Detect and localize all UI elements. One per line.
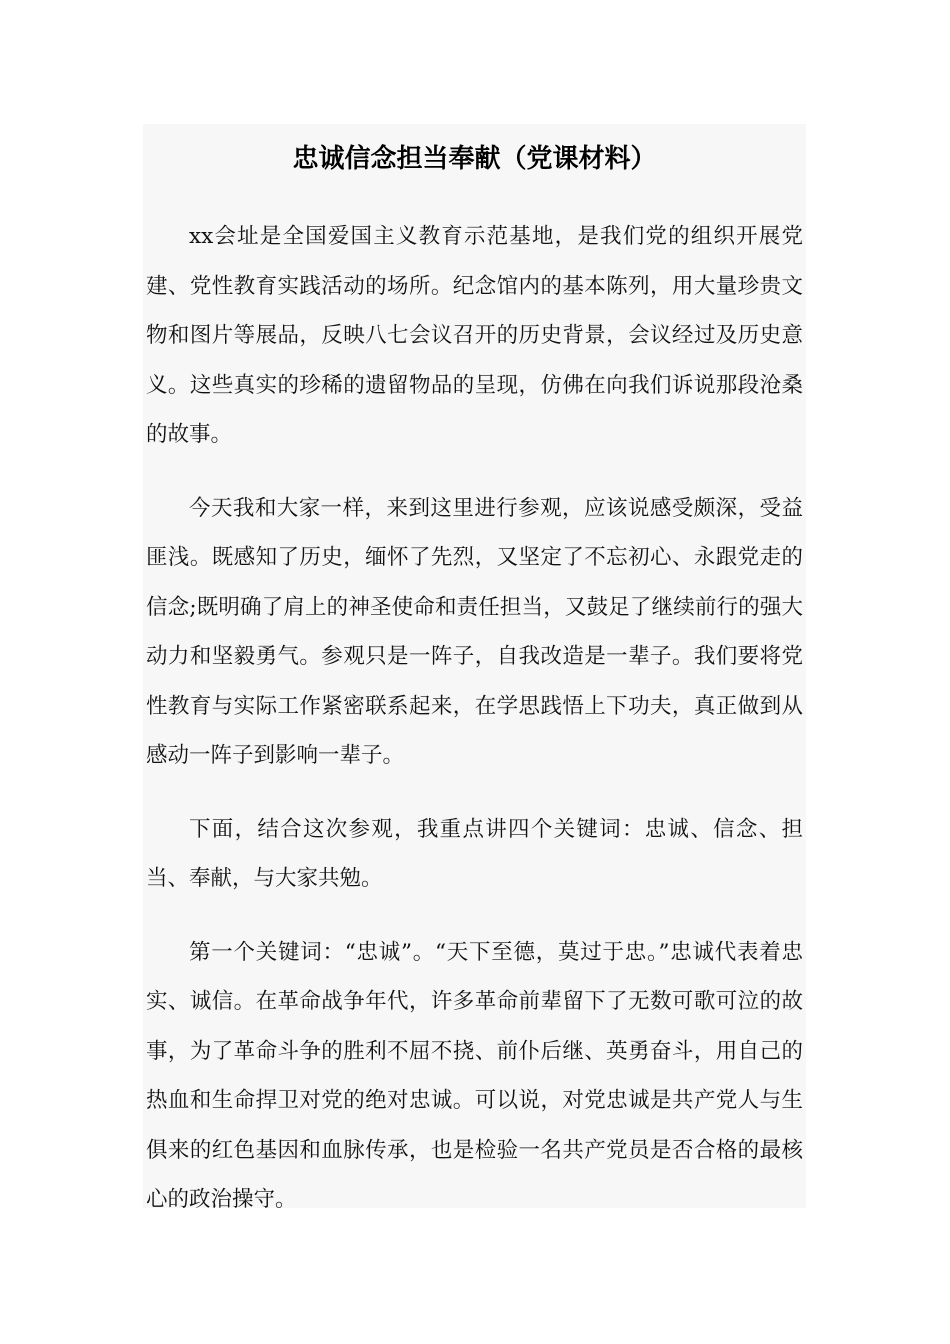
paragraph-2: 今天我和大家一样，来到这里进行参观，应该说感受颇深，受益匪浅。既感知了历史，缅怀了先烈，又坚定了不忘初心、永跟党走的信念;既明确了肩上的神圣使命和责任担当，又鼓足了继续前行的强大动力和坚毅勇气。参观只是一阵子，自我改造是一辈子。我们要将党性教育与实际工作紧密联系起来，在学思践悟上下功夫，真正做到从感动一阵子到影响一辈子。 [146,495,803,768]
paragraph-3: 下面，结合这次参观，我重点讲四个关键词：忠诚、信念、担当、奉献，与大家共勉。 [146,816,803,891]
paragraph-1: xx会址是全国爱国主义教育示范基地，是我们党的组织开展党建、党性教育实践活动的场所。纪念馆内的基本陈列，用大量珍贵文物和图片等展品，反映八七会议召开的历史背景，会议经过及历史意义。这些真实的珍稀的遗留物品的呈现，仿佛在向我们诉说那段沧桑的故事。 [146,224,803,447]
document-page [143,124,806,1212]
document-title: 忠诚信念担当奉献（党课材料） [292,144,657,174]
paragraph-4: 第一个关键词：“忠诚”。“天下至德，莫过于忠。”忠诚代表着忠实、诚信。在革命战争年代，许多革命前辈留下了无数可歌可泣的故事，为了革命斗争的胜利不屈不挠、前仆后继、英勇奋斗，用自己的热血和生命捍卫对党的绝对忠诚。可以说，对党忠诚是共产党人与生俱来的红色基因和血脉传承，也是检验一名共产党员是否合格的最核心的政治操守。 [146,939,803,1212]
